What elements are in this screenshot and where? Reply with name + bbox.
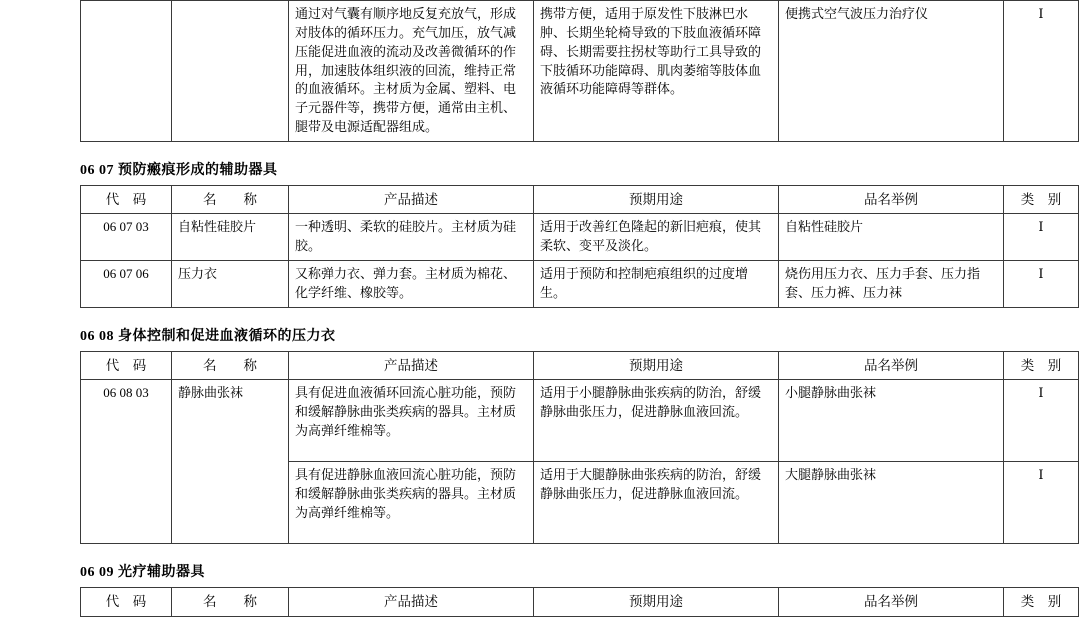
cell-category: Ⅰ (1004, 1, 1079, 142)
cell-examples: 大腿静脉曲张袜 (779, 462, 1004, 544)
cell-category: Ⅰ (1004, 214, 1079, 261)
cell-code: 06 07 03 (81, 214, 172, 261)
cell-category: Ⅰ (1004, 261, 1079, 308)
cell-code (81, 1, 172, 142)
cell-intended-use: 适用于小腿静脉曲张疾病的防治，舒缓静脉曲张压力，促进静脉血液回流。 (534, 380, 779, 462)
cell-name (172, 1, 289, 142)
table-continued (80, 0, 1079, 142)
header-category: 类 别 (1004, 185, 1079, 214)
cell-examples: 小腿静脉曲张袜 (779, 380, 1004, 462)
cell-code: 06 08 03 (81, 380, 172, 544)
cell-examples: 烧伤用压力衣、压力手套、压力指套、压力裤、压力袜 (779, 261, 1004, 308)
cell-code: 06 07 06 (81, 261, 172, 308)
table-row (81, 214, 1079, 261)
table-header-row (81, 185, 1079, 214)
header-examples: 品名举例 (779, 185, 1004, 214)
cell-description: 具有促进静脉血液回流心脏功能，预防和缓解静脉曲张类疾病的器具。主材质为高弹纤维棉等。 (289, 462, 534, 544)
table-row (81, 1, 1079, 142)
cell-category: Ⅰ (1004, 462, 1079, 544)
section-title-0607: 06 07 预防瘢痕形成的辅助器具 (80, 162, 278, 178)
cell-description: 一种透明、柔软的硅胶片。主材质为硅胶。 (289, 214, 534, 261)
cell-description: 又称弹力衣、弹力套。主材质为棉花、化学纤维、橡胶等。 (289, 261, 534, 308)
header-code: 代 码 (81, 185, 172, 214)
table-row (81, 380, 1079, 462)
cell-intended-use: 适用于大腿静脉曲张疾病的防治，舒缓静脉曲张压力，促进静脉血液回流。 (534, 462, 779, 544)
header-code: 代 码 (81, 351, 172, 380)
cell-intended-use: 适用于改善红色隆起的新旧疤痕，使其柔软、变平及淡化。 (534, 214, 779, 261)
document-body (80, 0, 1062, 617)
header-name: 名 称 (172, 588, 289, 617)
header-examples: 品名举例 (779, 588, 1004, 617)
header-description: 产品描述 (289, 351, 534, 380)
header-examples: 品名举例 (779, 351, 1004, 380)
header-name: 名 称 (172, 351, 289, 380)
cell-description: 通过对气囊有顺序地反复充放气，形成对肢体的循环压力。充气加压，放气减压能促进血液的流动及改善微循环的作用，加速肢体组织液的回流，维持正常的血液循环。主材质为金属、塑料、电子元器件等，携带方便，通常由主机、腿带及电源适配器组成。 (289, 1, 534, 142)
section-title-0608: 06 08 身体控制和促进血液循环的压力衣 (80, 328, 336, 344)
table-header-row (81, 588, 1079, 617)
cell-name: 自粘性硅胶片 (172, 214, 289, 261)
table-0607 (80, 185, 1079, 308)
header-category: 类 别 (1004, 588, 1079, 617)
section-title-0609: 06 09 光疗辅助器具 (80, 565, 205, 581)
cell-name: 压力衣 (172, 261, 289, 308)
header-intended-use: 预期用途 (534, 185, 779, 214)
cell-examples: 便携式空气波压力治疗仪 (779, 1, 1004, 142)
table-0609 (80, 587, 1079, 617)
header-intended-use: 预期用途 (534, 588, 779, 617)
header-intended-use: 预期用途 (534, 351, 779, 380)
cell-intended-use: 适用于预防和控制疤痕组织的过度增生。 (534, 261, 779, 308)
cell-description: 具有促进血液循环回流心脏功能，预防和缓解静脉曲张类疾病的器具。主材质为高弹纤维棉等。 (289, 380, 534, 462)
header-code: 代 码 (81, 588, 172, 617)
cell-category: Ⅰ (1004, 380, 1079, 462)
table-0608 (80, 351, 1079, 545)
table-row (81, 261, 1079, 308)
header-name: 名 称 (172, 185, 289, 214)
cell-intended-use: 携带方便，适用于原发性下肢淋巴水肿、长期坐轮椅导致的下肢血液循环障碍、长期需要拄拐杖等助行工具导致的下肢循环功能障碍、肌肉萎缩等肢体血液循环功能障碍等群体。 (534, 1, 779, 142)
header-description: 产品描述 (289, 185, 534, 214)
table-header-row (81, 351, 1079, 380)
header-description: 产品描述 (289, 588, 534, 617)
header-category: 类 别 (1004, 351, 1079, 380)
cell-examples: 自粘性硅胶片 (779, 214, 1004, 261)
cell-name: 静脉曲张袜 (172, 380, 289, 544)
